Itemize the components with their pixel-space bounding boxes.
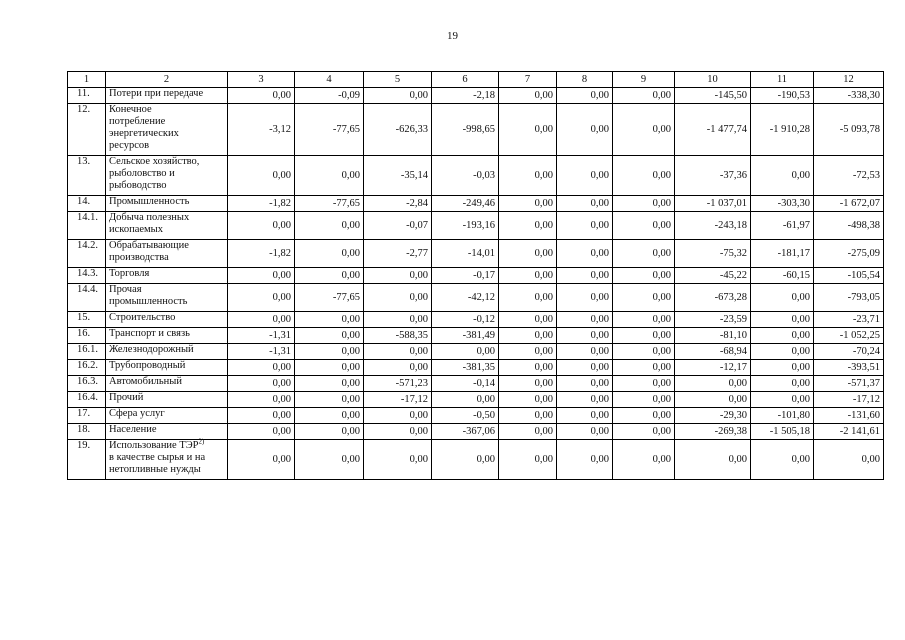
- value-cell: -190,53: [751, 88, 814, 104]
- row-label: [106, 328, 228, 344]
- value-cell: 0,00: [613, 408, 675, 424]
- row-label-text: Трубопроводный: [109, 360, 186, 371]
- value-cell: 0,00: [613, 440, 675, 480]
- value-cell: 0,00: [751, 392, 814, 408]
- value-cell: 0,00: [295, 240, 364, 268]
- row-label-text: рыболовство и: [109, 168, 175, 179]
- row-label: [106, 312, 228, 328]
- value-cell: -498,38: [814, 212, 884, 240]
- value-cell: -673,28: [675, 284, 751, 312]
- row-label-text: Потери при передаче: [109, 88, 204, 99]
- row-label-text: Промышленность: [109, 196, 190, 207]
- column-number: 11: [751, 72, 814, 88]
- value-cell: 0,00: [751, 360, 814, 376]
- value-cell: -77,65: [295, 104, 364, 156]
- value-cell: 0,00: [295, 212, 364, 240]
- value-cell: -588,35: [364, 328, 432, 344]
- value-cell: 0,00: [228, 440, 295, 480]
- value-cell: 0,00: [557, 360, 613, 376]
- value-cell: -105,54: [814, 268, 884, 284]
- value-cell: 0,00: [228, 156, 295, 196]
- value-cell: 0,00: [364, 408, 432, 424]
- row-label-text: производства: [109, 252, 169, 263]
- row-label-text: в качестве сырья и на: [109, 452, 206, 463]
- row-label-line: [109, 452, 224, 464]
- table-body: [68, 72, 884, 480]
- value-cell: -381,35: [432, 360, 499, 376]
- value-cell: 0,00: [751, 440, 814, 480]
- value-cell: 0,00: [814, 440, 884, 480]
- row-label: [106, 392, 228, 408]
- value-cell: -77,65: [295, 196, 364, 212]
- value-cell: 0,00: [557, 196, 613, 212]
- value-cell: -45,22: [675, 268, 751, 284]
- table-row: [68, 156, 884, 196]
- value-cell: -1 052,25: [814, 328, 884, 344]
- row-label: [106, 240, 228, 268]
- page-number: 19: [447, 30, 458, 42]
- column-number: 9: [613, 72, 675, 88]
- value-cell: 0,00: [228, 424, 295, 440]
- row-label: [106, 344, 228, 360]
- row-label-text: Население: [109, 424, 157, 435]
- row-label-line: [109, 196, 224, 208]
- row-label-line: [109, 268, 224, 280]
- value-cell: 0,00: [364, 344, 432, 360]
- value-cell: -181,17: [751, 240, 814, 268]
- value-cell: 0,00: [613, 344, 675, 360]
- row-label-text: нетопливные нужды: [109, 464, 201, 475]
- table-row: [68, 268, 884, 284]
- value-cell: 0,00: [613, 88, 675, 104]
- value-cell: 0,00: [228, 408, 295, 424]
- column-number: 7: [499, 72, 557, 88]
- table-row: [68, 312, 884, 328]
- value-cell: 0,00: [499, 312, 557, 328]
- value-cell: -131,60: [814, 408, 884, 424]
- row-label-text: Обрабатывающие: [109, 240, 189, 251]
- value-cell: 0,00: [499, 424, 557, 440]
- value-cell: 0,00: [557, 104, 613, 156]
- row-label: [106, 268, 228, 284]
- row-label-text: Прочая: [109, 284, 142, 295]
- value-cell: 0,00: [557, 392, 613, 408]
- value-cell: 0,00: [557, 440, 613, 480]
- value-cell: 0,00: [295, 424, 364, 440]
- row-label-line: [109, 437, 224, 452]
- row-label: [106, 196, 228, 212]
- table-row: [68, 88, 884, 104]
- value-cell: 0,00: [613, 312, 675, 328]
- value-cell: 0,00: [432, 440, 499, 480]
- value-cell: 0,00: [499, 392, 557, 408]
- row-label-line: [109, 140, 224, 152]
- row-label-text: Добыча полезных: [109, 212, 190, 223]
- value-cell: 0,00: [613, 392, 675, 408]
- value-cell: 0,00: [557, 312, 613, 328]
- row-label: [106, 360, 228, 376]
- row-label-line: [109, 344, 224, 356]
- value-cell: 0,00: [364, 424, 432, 440]
- row-label-text: ресурсов: [109, 140, 150, 151]
- value-cell: 0,00: [499, 196, 557, 212]
- row-index: 15.: [68, 312, 106, 328]
- value-cell: 0,00: [499, 268, 557, 284]
- table-row: [68, 344, 884, 360]
- value-cell: 0,00: [499, 376, 557, 392]
- value-cell: -275,09: [814, 240, 884, 268]
- value-cell: 0,00: [499, 360, 557, 376]
- value-cell: 0,00: [364, 268, 432, 284]
- value-cell: 0,00: [557, 376, 613, 392]
- value-cell: -367,06: [432, 424, 499, 440]
- row-index: 19.: [68, 440, 106, 480]
- value-cell: 0,00: [499, 344, 557, 360]
- table-row: [68, 240, 884, 268]
- row-label-text: энергетических: [109, 128, 179, 139]
- column-number: 12: [814, 72, 884, 88]
- row-label: [106, 376, 228, 392]
- row-label-text: промышленность: [109, 296, 188, 307]
- value-cell: 0,00: [557, 240, 613, 268]
- value-cell: 0,00: [751, 312, 814, 328]
- value-cell: 0,00: [295, 312, 364, 328]
- table-row: [68, 440, 884, 480]
- value-cell: 0,00: [499, 408, 557, 424]
- value-cell: -37,36: [675, 156, 751, 196]
- row-label: [106, 104, 228, 156]
- value-cell: 0,00: [499, 328, 557, 344]
- table-row: [68, 328, 884, 344]
- value-cell: -75,32: [675, 240, 751, 268]
- value-cell: 0,00: [557, 344, 613, 360]
- row-label-line: [109, 296, 224, 308]
- row-label-line: [109, 240, 224, 252]
- row-index: 17.: [68, 408, 106, 424]
- value-cell: -42,12: [432, 284, 499, 312]
- value-cell: -5 093,78: [814, 104, 884, 156]
- value-cell: -14,01: [432, 240, 499, 268]
- value-cell: 0,00: [295, 392, 364, 408]
- value-cell: -23,59: [675, 312, 751, 328]
- value-cell: -35,14: [364, 156, 432, 196]
- table-row: [68, 392, 884, 408]
- value-cell: -1 477,74: [675, 104, 751, 156]
- value-cell: 0,00: [613, 284, 675, 312]
- column-number: 4: [295, 72, 364, 88]
- row-index: 16.: [68, 328, 106, 344]
- value-cell: -1,31: [228, 328, 295, 344]
- value-cell: 0,00: [295, 156, 364, 196]
- value-cell: -77,65: [295, 284, 364, 312]
- value-cell: -0,50: [432, 408, 499, 424]
- table-row: [68, 212, 884, 240]
- row-index: 16.4.: [68, 392, 106, 408]
- value-cell: -1 910,28: [751, 104, 814, 156]
- row-label-text: Строительство: [109, 312, 176, 323]
- value-cell: 0,00: [613, 240, 675, 268]
- value-cell: -23,71: [814, 312, 884, 328]
- value-cell: -145,50: [675, 88, 751, 104]
- value-cell: -626,33: [364, 104, 432, 156]
- value-cell: 0,00: [228, 284, 295, 312]
- value-cell: 0,00: [295, 344, 364, 360]
- value-cell: -2,77: [364, 240, 432, 268]
- value-cell: 0,00: [432, 344, 499, 360]
- column-number: 1: [68, 72, 106, 88]
- value-cell: 0,00: [499, 88, 557, 104]
- value-cell: -0,09: [295, 88, 364, 104]
- row-label-line: [109, 104, 224, 116]
- value-cell: 0,00: [499, 104, 557, 156]
- row-label: [106, 437, 228, 480]
- value-cell: -68,94: [675, 344, 751, 360]
- value-cell: -338,30: [814, 88, 884, 104]
- row-label-line: [109, 360, 224, 372]
- value-cell: 0,00: [557, 424, 613, 440]
- row-index: 14.2.: [68, 240, 106, 268]
- table-row: [68, 104, 884, 156]
- value-cell: 0,00: [613, 424, 675, 440]
- row-label-line: [109, 312, 224, 324]
- table-row: [68, 360, 884, 376]
- column-number: 5: [364, 72, 432, 88]
- value-cell: -0,12: [432, 312, 499, 328]
- value-cell: -1,31: [228, 344, 295, 360]
- value-cell: 0,00: [675, 440, 751, 480]
- value-cell: 0,00: [557, 156, 613, 196]
- value-cell: -381,49: [432, 328, 499, 344]
- row-label-line: [109, 464, 224, 476]
- footnote-mark: 2): [198, 437, 205, 446]
- row-label: [106, 408, 228, 424]
- row-label-text: Торговля: [109, 268, 150, 279]
- value-cell: -1 037,01: [675, 196, 751, 212]
- value-cell: 0,00: [364, 360, 432, 376]
- row-index: 11.: [68, 88, 106, 104]
- row-index: 14.3.: [68, 268, 106, 284]
- row-label: [106, 212, 228, 240]
- value-cell: -2,18: [432, 88, 499, 104]
- row-label-text: Конечное: [109, 104, 152, 115]
- value-cell: 0,00: [557, 268, 613, 284]
- value-cell: 0,00: [228, 268, 295, 284]
- value-cell: 0,00: [228, 376, 295, 392]
- row-label: [106, 284, 228, 312]
- value-cell: 0,00: [613, 196, 675, 212]
- value-cell: -2,84: [364, 196, 432, 212]
- value-cell: 0,00: [613, 268, 675, 284]
- row-label-line: [109, 88, 224, 100]
- row-label-text: Прочий: [109, 392, 144, 403]
- value-cell: 0,00: [751, 156, 814, 196]
- energy-balance-table: [67, 71, 884, 480]
- value-cell: 0,00: [364, 284, 432, 312]
- value-cell: -0,14: [432, 376, 499, 392]
- value-cell: 0,00: [364, 88, 432, 104]
- value-cell: 0,00: [613, 212, 675, 240]
- column-number: 10: [675, 72, 751, 88]
- value-cell: 0,00: [295, 376, 364, 392]
- column-number-row: [68, 72, 884, 88]
- value-cell: 0,00: [751, 328, 814, 344]
- value-cell: 0,00: [751, 376, 814, 392]
- row-label-line: [109, 224, 224, 236]
- value-cell: 0,00: [557, 328, 613, 344]
- row-label-text: рыбоводство: [109, 180, 167, 191]
- value-cell: 0,00: [228, 88, 295, 104]
- value-cell: 0,00: [613, 156, 675, 196]
- table-row: [68, 408, 884, 424]
- row-label: [106, 88, 228, 104]
- value-cell: -193,16: [432, 212, 499, 240]
- row-label-text: Сфера услуг: [109, 408, 165, 419]
- value-cell: 0,00: [557, 408, 613, 424]
- value-cell: 0,00: [613, 328, 675, 344]
- value-cell: -70,24: [814, 344, 884, 360]
- value-cell: -393,51: [814, 360, 884, 376]
- value-cell: -243,18: [675, 212, 751, 240]
- value-cell: -12,17: [675, 360, 751, 376]
- value-cell: -571,23: [364, 376, 432, 392]
- value-cell: 0,00: [364, 440, 432, 480]
- row-label-text: Сельское хозяйство,: [109, 156, 200, 167]
- value-cell: 0,00: [432, 392, 499, 408]
- row-label-line: [109, 328, 224, 340]
- row-label-line: [109, 212, 224, 224]
- value-cell: 0,00: [499, 212, 557, 240]
- value-cell: -998,65: [432, 104, 499, 156]
- row-label-line: [109, 392, 224, 404]
- value-cell: -1 672,07: [814, 196, 884, 212]
- value-cell: 0,00: [228, 360, 295, 376]
- value-cell: 0,00: [751, 344, 814, 360]
- row-label-line: [109, 116, 224, 128]
- value-cell: 0,00: [228, 312, 295, 328]
- column-number: 8: [557, 72, 613, 88]
- column-number: 3: [228, 72, 295, 88]
- value-cell: 0,00: [613, 360, 675, 376]
- row-label-text: потребление: [109, 116, 166, 127]
- value-cell: -29,30: [675, 408, 751, 424]
- value-cell: -81,10: [675, 328, 751, 344]
- row-label: [106, 156, 228, 196]
- value-cell: 0,00: [228, 392, 295, 408]
- row-index: 16.1.: [68, 344, 106, 360]
- value-cell: -3,12: [228, 104, 295, 156]
- value-cell: -61,97: [751, 212, 814, 240]
- table-row: [68, 424, 884, 440]
- value-cell: -1,82: [228, 196, 295, 212]
- row-index: 16.3.: [68, 376, 106, 392]
- value-cell: 0,00: [751, 284, 814, 312]
- value-cell: 0,00: [295, 360, 364, 376]
- value-cell: 0,00: [499, 284, 557, 312]
- value-cell: 0,00: [295, 328, 364, 344]
- row-index: 14.: [68, 196, 106, 212]
- row-label-text: Железнодорожный: [109, 344, 194, 355]
- value-cell: 0,00: [675, 376, 751, 392]
- row-index: 12.: [68, 104, 106, 156]
- column-number: 6: [432, 72, 499, 88]
- row-label-line: [109, 376, 224, 388]
- row-index: 18.: [68, 424, 106, 440]
- value-cell: -303,30: [751, 196, 814, 212]
- value-cell: 0,00: [613, 104, 675, 156]
- row-label-line: [109, 180, 224, 192]
- row-index: 14.1.: [68, 212, 106, 240]
- row-label-line: [109, 168, 224, 180]
- value-cell: -17,12: [814, 392, 884, 408]
- row-label-line: [109, 408, 224, 420]
- value-cell: -269,38: [675, 424, 751, 440]
- value-cell: 0,00: [364, 312, 432, 328]
- value-cell: 0,00: [499, 240, 557, 268]
- value-cell: 0,00: [295, 440, 364, 480]
- value-cell: -2 141,61: [814, 424, 884, 440]
- value-cell: 0,00: [557, 212, 613, 240]
- value-cell: 0,00: [295, 408, 364, 424]
- row-index: 16.2.: [68, 360, 106, 376]
- value-cell: -0,17: [432, 268, 499, 284]
- row-label-text: ископаемых: [109, 224, 163, 235]
- value-cell: -1 505,18: [751, 424, 814, 440]
- value-cell: -571,37: [814, 376, 884, 392]
- row-label-text: Использование ТЭР: [109, 440, 199, 451]
- value-cell: 0,00: [499, 440, 557, 480]
- value-cell: -72,53: [814, 156, 884, 196]
- row-label-line: [109, 128, 224, 140]
- value-cell: -0,07: [364, 212, 432, 240]
- value-cell: 0,00: [613, 376, 675, 392]
- row-index: 13.: [68, 156, 106, 196]
- row-label: [106, 424, 228, 440]
- table-row: [68, 376, 884, 392]
- row-index: 14.4.: [68, 284, 106, 312]
- row-label-line: [109, 424, 224, 436]
- row-label-line: [109, 252, 224, 264]
- row-label-line: [109, 156, 224, 168]
- value-cell: 0,00: [499, 156, 557, 196]
- value-cell: 0,00: [557, 88, 613, 104]
- table-row: [68, 196, 884, 212]
- row-label-text: Транспорт и связь: [109, 328, 190, 339]
- value-cell: -0,03: [432, 156, 499, 196]
- value-cell: -60,15: [751, 268, 814, 284]
- value-cell: 0,00: [557, 284, 613, 312]
- value-cell: -17,12: [364, 392, 432, 408]
- column-number: 2: [106, 72, 228, 88]
- value-cell: 0,00: [675, 392, 751, 408]
- value-cell: 0,00: [295, 268, 364, 284]
- value-cell: -793,05: [814, 284, 884, 312]
- value-cell: 0,00: [228, 212, 295, 240]
- row-label-line: [109, 284, 224, 296]
- table-row: [68, 284, 884, 312]
- value-cell: -101,80: [751, 408, 814, 424]
- row-label-text: Автомобильный: [109, 376, 182, 387]
- value-cell: -1,82: [228, 240, 295, 268]
- value-cell: -249,46: [432, 196, 499, 212]
